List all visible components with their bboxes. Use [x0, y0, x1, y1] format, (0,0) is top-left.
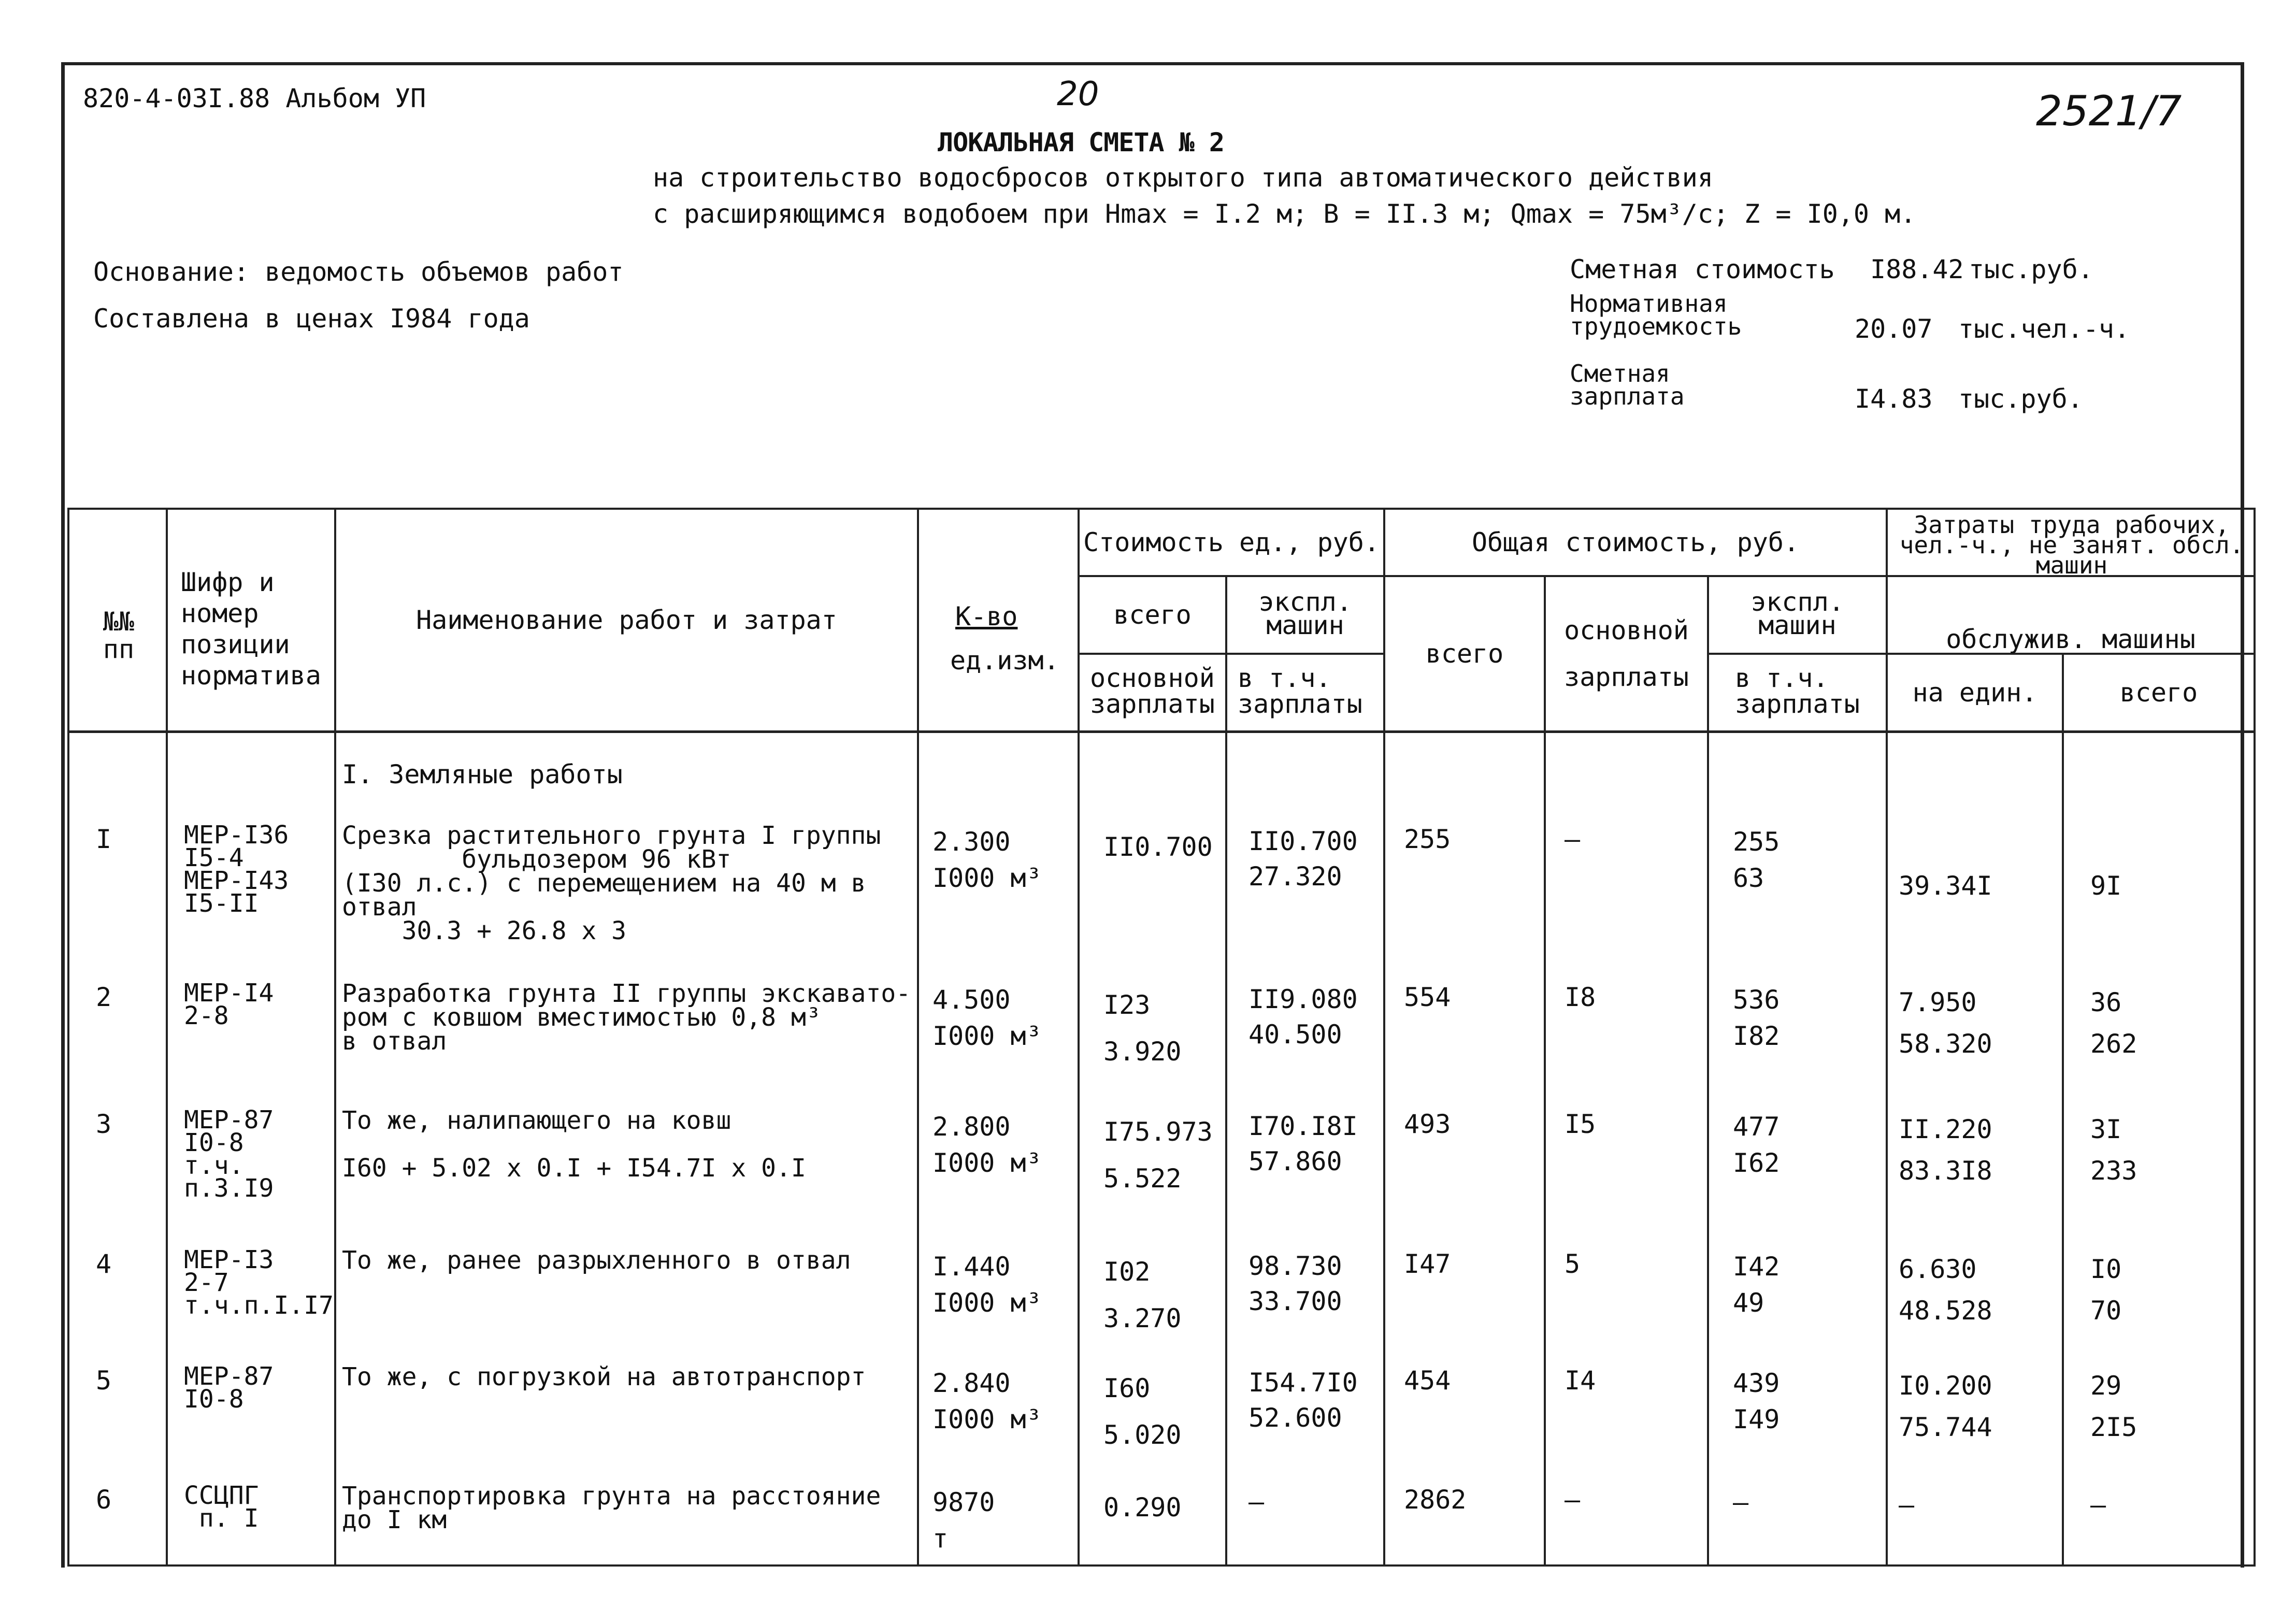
row-3-name: То же, налипающего на ковш I60 + 5.02 x 0.I + I54.7I x 0.I	[342, 1106, 806, 1183]
row-5-unit-total: I60 5.020	[1103, 1373, 1182, 1450]
col-group-labor: Затраты труда рабочих, чел.-ч., не занят. обсл. машин	[1887, 509, 2255, 576]
row-5-name: То же, с погрузкой на автотранспорт	[342, 1362, 866, 1391]
row-6-num: 6	[96, 1485, 112, 1515]
row-4-tot-mach: I42 49	[1733, 1252, 1780, 1318]
summary-unit-wage: тыс.руб.	[1958, 384, 2083, 414]
section-title: I. Земляные работы	[342, 759, 623, 789]
row-1-tot-all: 255	[1404, 824, 1451, 854]
row-5-labor-unit: I0.200 75.744	[1899, 1371, 1992, 1442]
summary-unit-labor: тыс.чел.-ч.	[1958, 314, 2130, 344]
row-6-labor-total: –	[2090, 1490, 2106, 1520]
summary-value-cost: I88.42	[1870, 254, 1964, 284]
row-3-tot-wage: I5	[1565, 1109, 1596, 1139]
row-6-tot-all: 2862	[1404, 1485, 1467, 1515]
col-header-num: №№ пп	[68, 509, 167, 731]
row-6-tot-wage: –	[1565, 1485, 1581, 1515]
row-1-code: МЕР-I36 I5-4 МЕР-I43 I5-II	[184, 821, 289, 918]
col-header-unit-machines: экспл. машин	[1226, 576, 1384, 654]
row-2-labor-unit: 7.950 58.320	[1899, 987, 1992, 1059]
row-2-tot-all: 554	[1404, 982, 1451, 1012]
row-1-num: I	[96, 824, 112, 854]
row-1-tot-wage: –	[1565, 824, 1581, 854]
row-2-unit-mach: II9.080 40.500	[1249, 984, 1358, 1050]
row-5-tot-all: 454	[1404, 1366, 1451, 1396]
col-header-total-all: всего	[1384, 576, 1545, 731]
row-3-labor-unit: II.220 83.3I8	[1899, 1114, 1992, 1186]
col-header-total-basic-wage: основной зарплаты	[1545, 576, 1708, 731]
row-2-labor-total: 36 262	[2090, 987, 2137, 1059]
subtitle-line-2: с расширяющимся водобоем при Hmax = I.2 м; B = II.3 м; Qmax = 75м³/с; Z = I0,0 м.	[653, 199, 1916, 229]
col-header-name: Наименование работ и затрат	[335, 509, 918, 731]
row-3-tot-mach: 477 I62	[1733, 1112, 1780, 1178]
row-4-num: 4	[96, 1249, 112, 1279]
row-6-tot-mach: –	[1733, 1487, 1749, 1517]
row-1-qty: 2.300 I000 м³	[932, 827, 1042, 893]
row-1-name: Срезка растительного грунта I группы бульдозером 96 кВт (I30 л.с.) с перемещением на 40 м в отвал 30.3 + 26.8 x 3	[342, 821, 881, 945]
summary-value-wage: I4.83	[1855, 384, 1933, 414]
row-1-unit-total: II0.700	[1103, 832, 1213, 862]
row-2-num: 2	[96, 982, 112, 1012]
col-header-unit-incl-wage: в т.ч. зарплаты	[1226, 654, 1384, 731]
page-number: 20	[1057, 75, 1099, 113]
stamp-number: 2521/7	[2036, 87, 2182, 135]
col-header-unit-basic-wage: основной зарплаты	[1079, 654, 1226, 731]
row-3-unit-mach: I70.I8I 57.860	[1249, 1111, 1358, 1176]
row-1-labor-total: 9I	[2090, 871, 2122, 901]
col-header-labor-total: всего	[2063, 654, 2255, 731]
col-header-code: Шифр и номер позиции норматива	[167, 509, 335, 731]
row-4-qty: I.440 I000 м³	[932, 1252, 1042, 1318]
basis-text: Основание: ведомость объемов работ	[93, 257, 624, 287]
document-code: 820-4-03I.88 Альбом УП	[83, 83, 426, 113]
row-4-unit-total: I02 3.270	[1103, 1257, 1182, 1333]
body-col-tot-wage	[1545, 731, 1708, 1565]
row-2-tot-wage: I8	[1565, 982, 1596, 1012]
row-5-unit-mach: I54.7I0 52.600	[1249, 1368, 1358, 1433]
row-6-name: Транспортировка грунта на расстояние до I км	[342, 1482, 881, 1534]
row-4-tot-wage: 5	[1565, 1249, 1581, 1279]
col-header-unit-total: всего	[1079, 576, 1226, 654]
summary-label-labor: Нормативная трудоемкость	[1570, 290, 1742, 340]
row-3-labor-total: 3I 233	[2090, 1114, 2137, 1186]
row-1-labor-unit: 39.34I	[1899, 871, 1992, 901]
col-header-labor-service: обслужив. машины	[1887, 576, 2255, 654]
row-2-name: Разработка грунта II группы экскавато- ром с ковшом вместимостью 0,8 м³ в отвал	[342, 979, 911, 1056]
row-5-code: МЕР-87 I0-8	[184, 1362, 274, 1414]
row-3-code: МЕР-87 I0-8 т.ч. п.3.I9	[184, 1105, 274, 1203]
row-4-labor-unit: 6.630 48.528	[1899, 1254, 1992, 1326]
row-4-unit-mach: 98.730 33.700	[1249, 1251, 1342, 1316]
row-6-labor-unit: –	[1899, 1490, 1915, 1520]
row-5-tot-wage: I4	[1565, 1366, 1596, 1396]
row-1-tot-mach: 255 63	[1733, 827, 1780, 893]
row-2-tot-mach: 536 I82	[1733, 985, 1780, 1051]
row-2-code: МЕР-I4 2-8	[184, 979, 274, 1030]
body-col-tot-all	[1384, 731, 1545, 1565]
col-header-labor-per-unit: на един.	[1887, 654, 2063, 731]
row-4-name: То же, ранее разрыхленного в отвал	[342, 1246, 851, 1275]
col-group-unit-cost: Стоимость ед., руб.	[1079, 509, 1384, 576]
row-4-tot-all: I47	[1404, 1249, 1451, 1279]
col-group-total-cost: Общая стоимость, руб.	[1384, 509, 1887, 576]
row-3-unit-total: I75.973 5.522	[1103, 1117, 1213, 1194]
row-2-qty: 4.500 I000 м³	[932, 985, 1042, 1051]
body-col-num	[68, 731, 167, 1565]
col-header-total-machines: экспл. машин	[1708, 576, 1887, 654]
row-6-qty: 9870 т	[932, 1487, 995, 1554]
row-5-qty: 2.840 I000 м³	[932, 1368, 1042, 1434]
row-4-labor-total: I0 70	[2090, 1254, 2122, 1326]
row-5-num: 5	[96, 1366, 112, 1396]
summary-label-wage: Сметная зарплата	[1570, 360, 1685, 410]
summary-label-cost: Сметная стоимость	[1570, 254, 1835, 284]
document-title: ЛОКАЛЬНАЯ СМЕТА № 2	[938, 127, 1224, 157]
row-6-unit-mach: –	[1249, 1487, 1265, 1517]
subtitle-line-1: на строительство водосбросов открытого типа автоматического действия	[653, 163, 1713, 193]
summary-value-labor: 20.07	[1855, 314, 1933, 344]
row-3-num: 3	[96, 1109, 112, 1139]
prices-text: Составлена в ценах I984 года	[93, 304, 530, 334]
row-5-tot-mach: 439 I49	[1733, 1368, 1780, 1434]
row-3-tot-all: 493	[1404, 1109, 1451, 1139]
row-5-labor-total: 29 2I5	[2090, 1371, 2137, 1442]
row-6-code: ССЦПГ п. I	[184, 1481, 259, 1533]
summary-unit-cost: тыс.руб.	[1969, 254, 2093, 284]
row-4-code: МЕР-I3 2-7 т.ч.п.I.I7	[184, 1245, 334, 1320]
row-6-unit-total: 0.290	[1103, 1492, 1182, 1523]
row-2-unit-total: I23 3.920	[1103, 990, 1182, 1067]
col-header-qty: К-во ед.изм.	[918, 509, 1079, 731]
row-3-qty: 2.800 I000 м³	[932, 1112, 1042, 1178]
row-1-unit-mach: II0.700 27.320	[1249, 826, 1358, 892]
col-header-total-incl-wage: в т.ч. зарплаты	[1708, 654, 1887, 731]
